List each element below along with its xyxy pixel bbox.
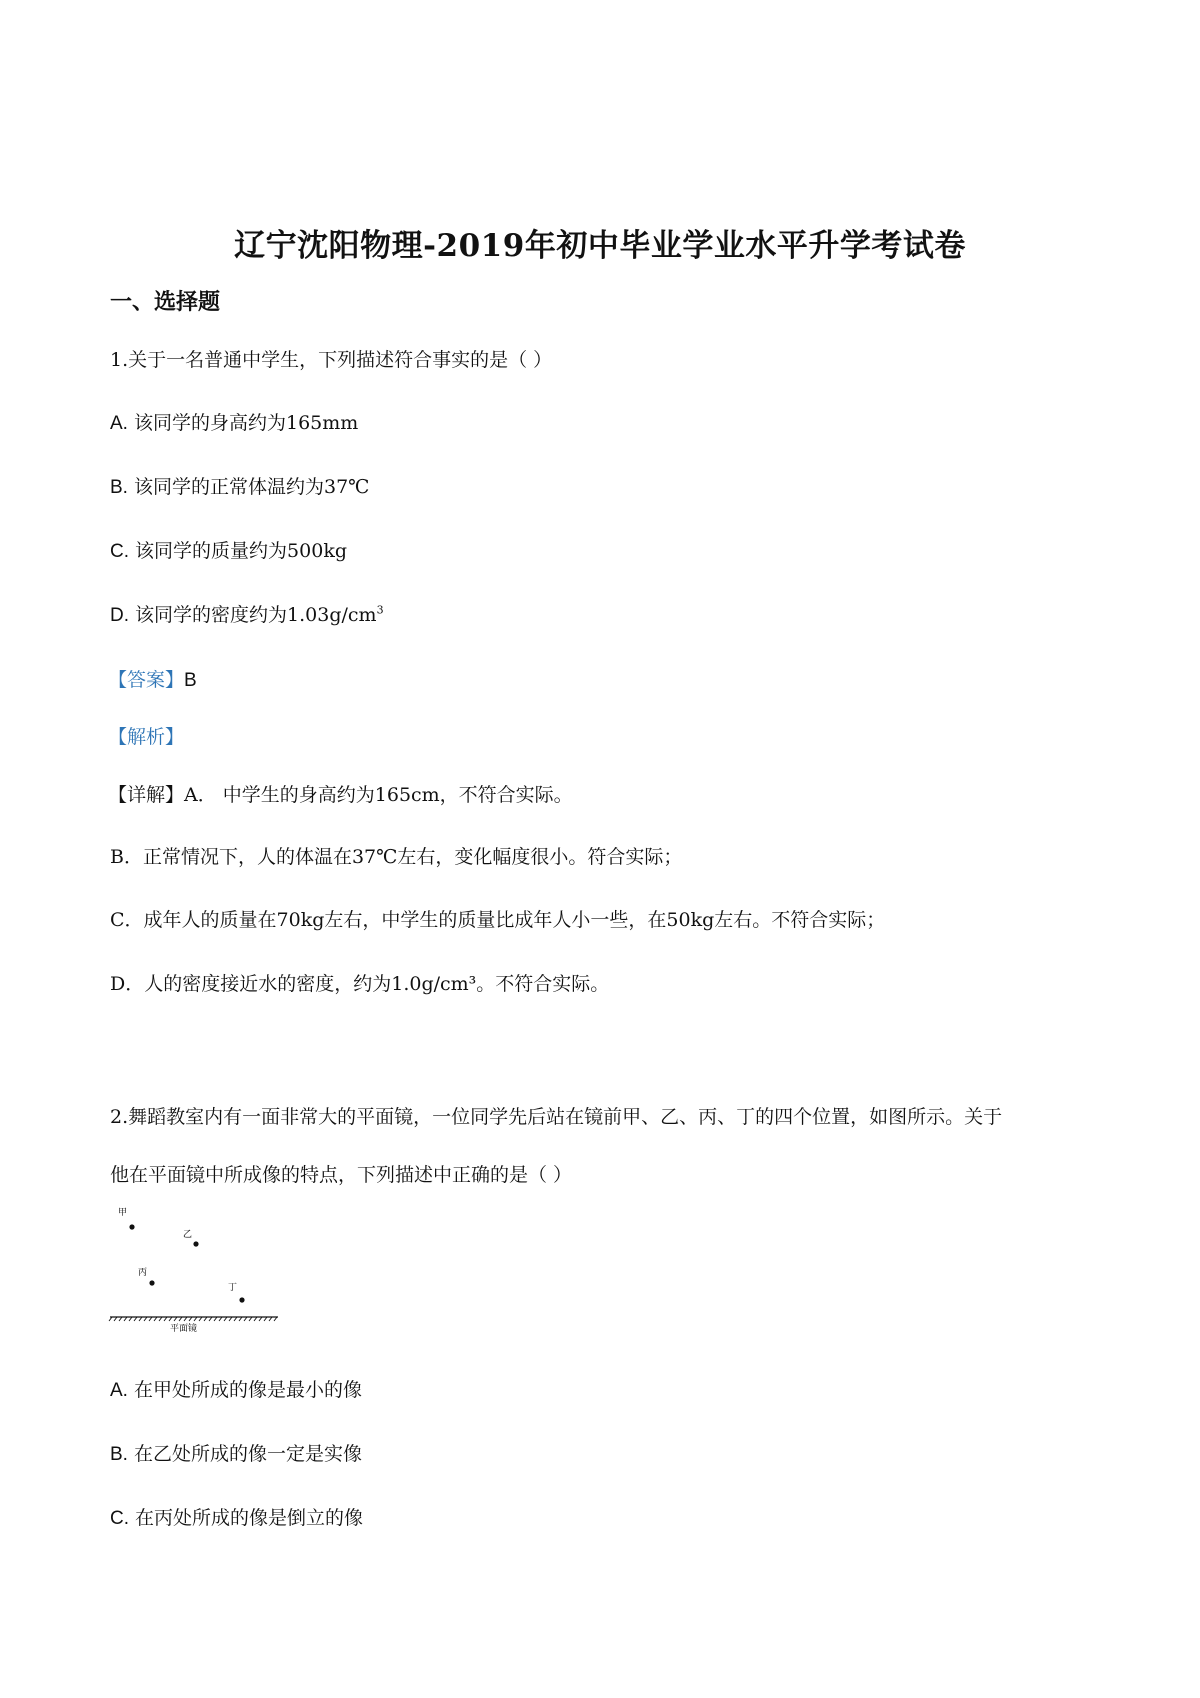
detail-line-b: B．正常情况下，人的体温在37℃左右，变化幅度很小。符合实际； xyxy=(110,846,683,868)
mirror-label: 平面镜 xyxy=(170,1324,198,1334)
point-label-ding: 丁 xyxy=(228,1283,238,1293)
detail-line-d: D．人的密度接近水的密度，约为1.0g/cm³。不符合实际。 xyxy=(110,973,610,995)
mirror-position-figure xyxy=(108,1205,283,1335)
option-text: 该同学的身高约为165mm xyxy=(134,412,359,434)
page-title: 辽宁沈阳物理-2019年初中毕业学业水平升学考试卷 xyxy=(234,228,966,264)
superscript: 3 xyxy=(376,603,384,617)
question-2-option-b xyxy=(110,1439,362,1466)
point-label-jia: 甲 xyxy=(118,1208,128,1218)
point-yi xyxy=(193,1241,198,1246)
option-letter: B. xyxy=(110,477,128,498)
option-text: 该同学的正常体温约为37℃ xyxy=(134,476,370,498)
option-letter: C. xyxy=(110,1508,129,1529)
question-2-stem-line-1: 2.舞蹈教室内有一面非常大的平面镜，一位同学先后站在镜前甲、乙、丙、丁的四个位置，如图所示。关于 xyxy=(110,1106,1003,1128)
analysis-label: 【解析】 xyxy=(108,726,185,748)
question-2-option-c xyxy=(110,1503,363,1530)
question-2-option-a xyxy=(110,1375,362,1402)
detail-line-c: C．成年人的质量在70kg左右，中学生的质量比成年人小一些，在50kg左右。不符合实际； xyxy=(110,909,886,931)
question-1-option-a xyxy=(110,408,358,435)
option-letter: A. xyxy=(110,413,128,434)
section-heading: 一、选择题 xyxy=(110,289,221,315)
answer-label: 【答案】 xyxy=(108,669,185,691)
option-text: 该同学的密度约为1.03g/cm xyxy=(135,604,377,626)
answer-value: B xyxy=(184,670,197,691)
option-letter: B. xyxy=(110,1444,128,1465)
option-text: 在丙处所成的像是倒立的像 xyxy=(135,1507,364,1529)
point-jia xyxy=(129,1224,134,1229)
point-bing xyxy=(149,1280,154,1285)
question-1-option-b xyxy=(110,472,369,499)
point-label-bing: 丙 xyxy=(138,1268,148,1278)
point-label-yi: 乙 xyxy=(183,1230,193,1240)
option-text: 在甲处所成的像是最小的像 xyxy=(134,1379,363,1401)
option-letter: A. xyxy=(110,1380,128,1401)
detail-line-a: 【详解】A． 中学生的身高约为165cm，不符合实际。 xyxy=(108,784,573,806)
point-ding xyxy=(239,1297,244,1302)
answer-line xyxy=(108,665,197,692)
question-1-option-d xyxy=(110,600,384,627)
option-letter: D. xyxy=(110,605,129,626)
option-letter: C. xyxy=(110,541,129,562)
question-1-stem: 1.关于一名普通中学生，下列描述符合事实的是（ ） xyxy=(110,349,553,371)
question-2-stem-line-2: 他在平面镜中所成像的特点，下列描述中正确的是（ ） xyxy=(110,1164,573,1186)
option-text: 该同学的质量约为500kg xyxy=(135,540,347,562)
question-1-option-c xyxy=(110,536,347,563)
option-text: 在乙处所成的像一定是实像 xyxy=(134,1443,363,1465)
